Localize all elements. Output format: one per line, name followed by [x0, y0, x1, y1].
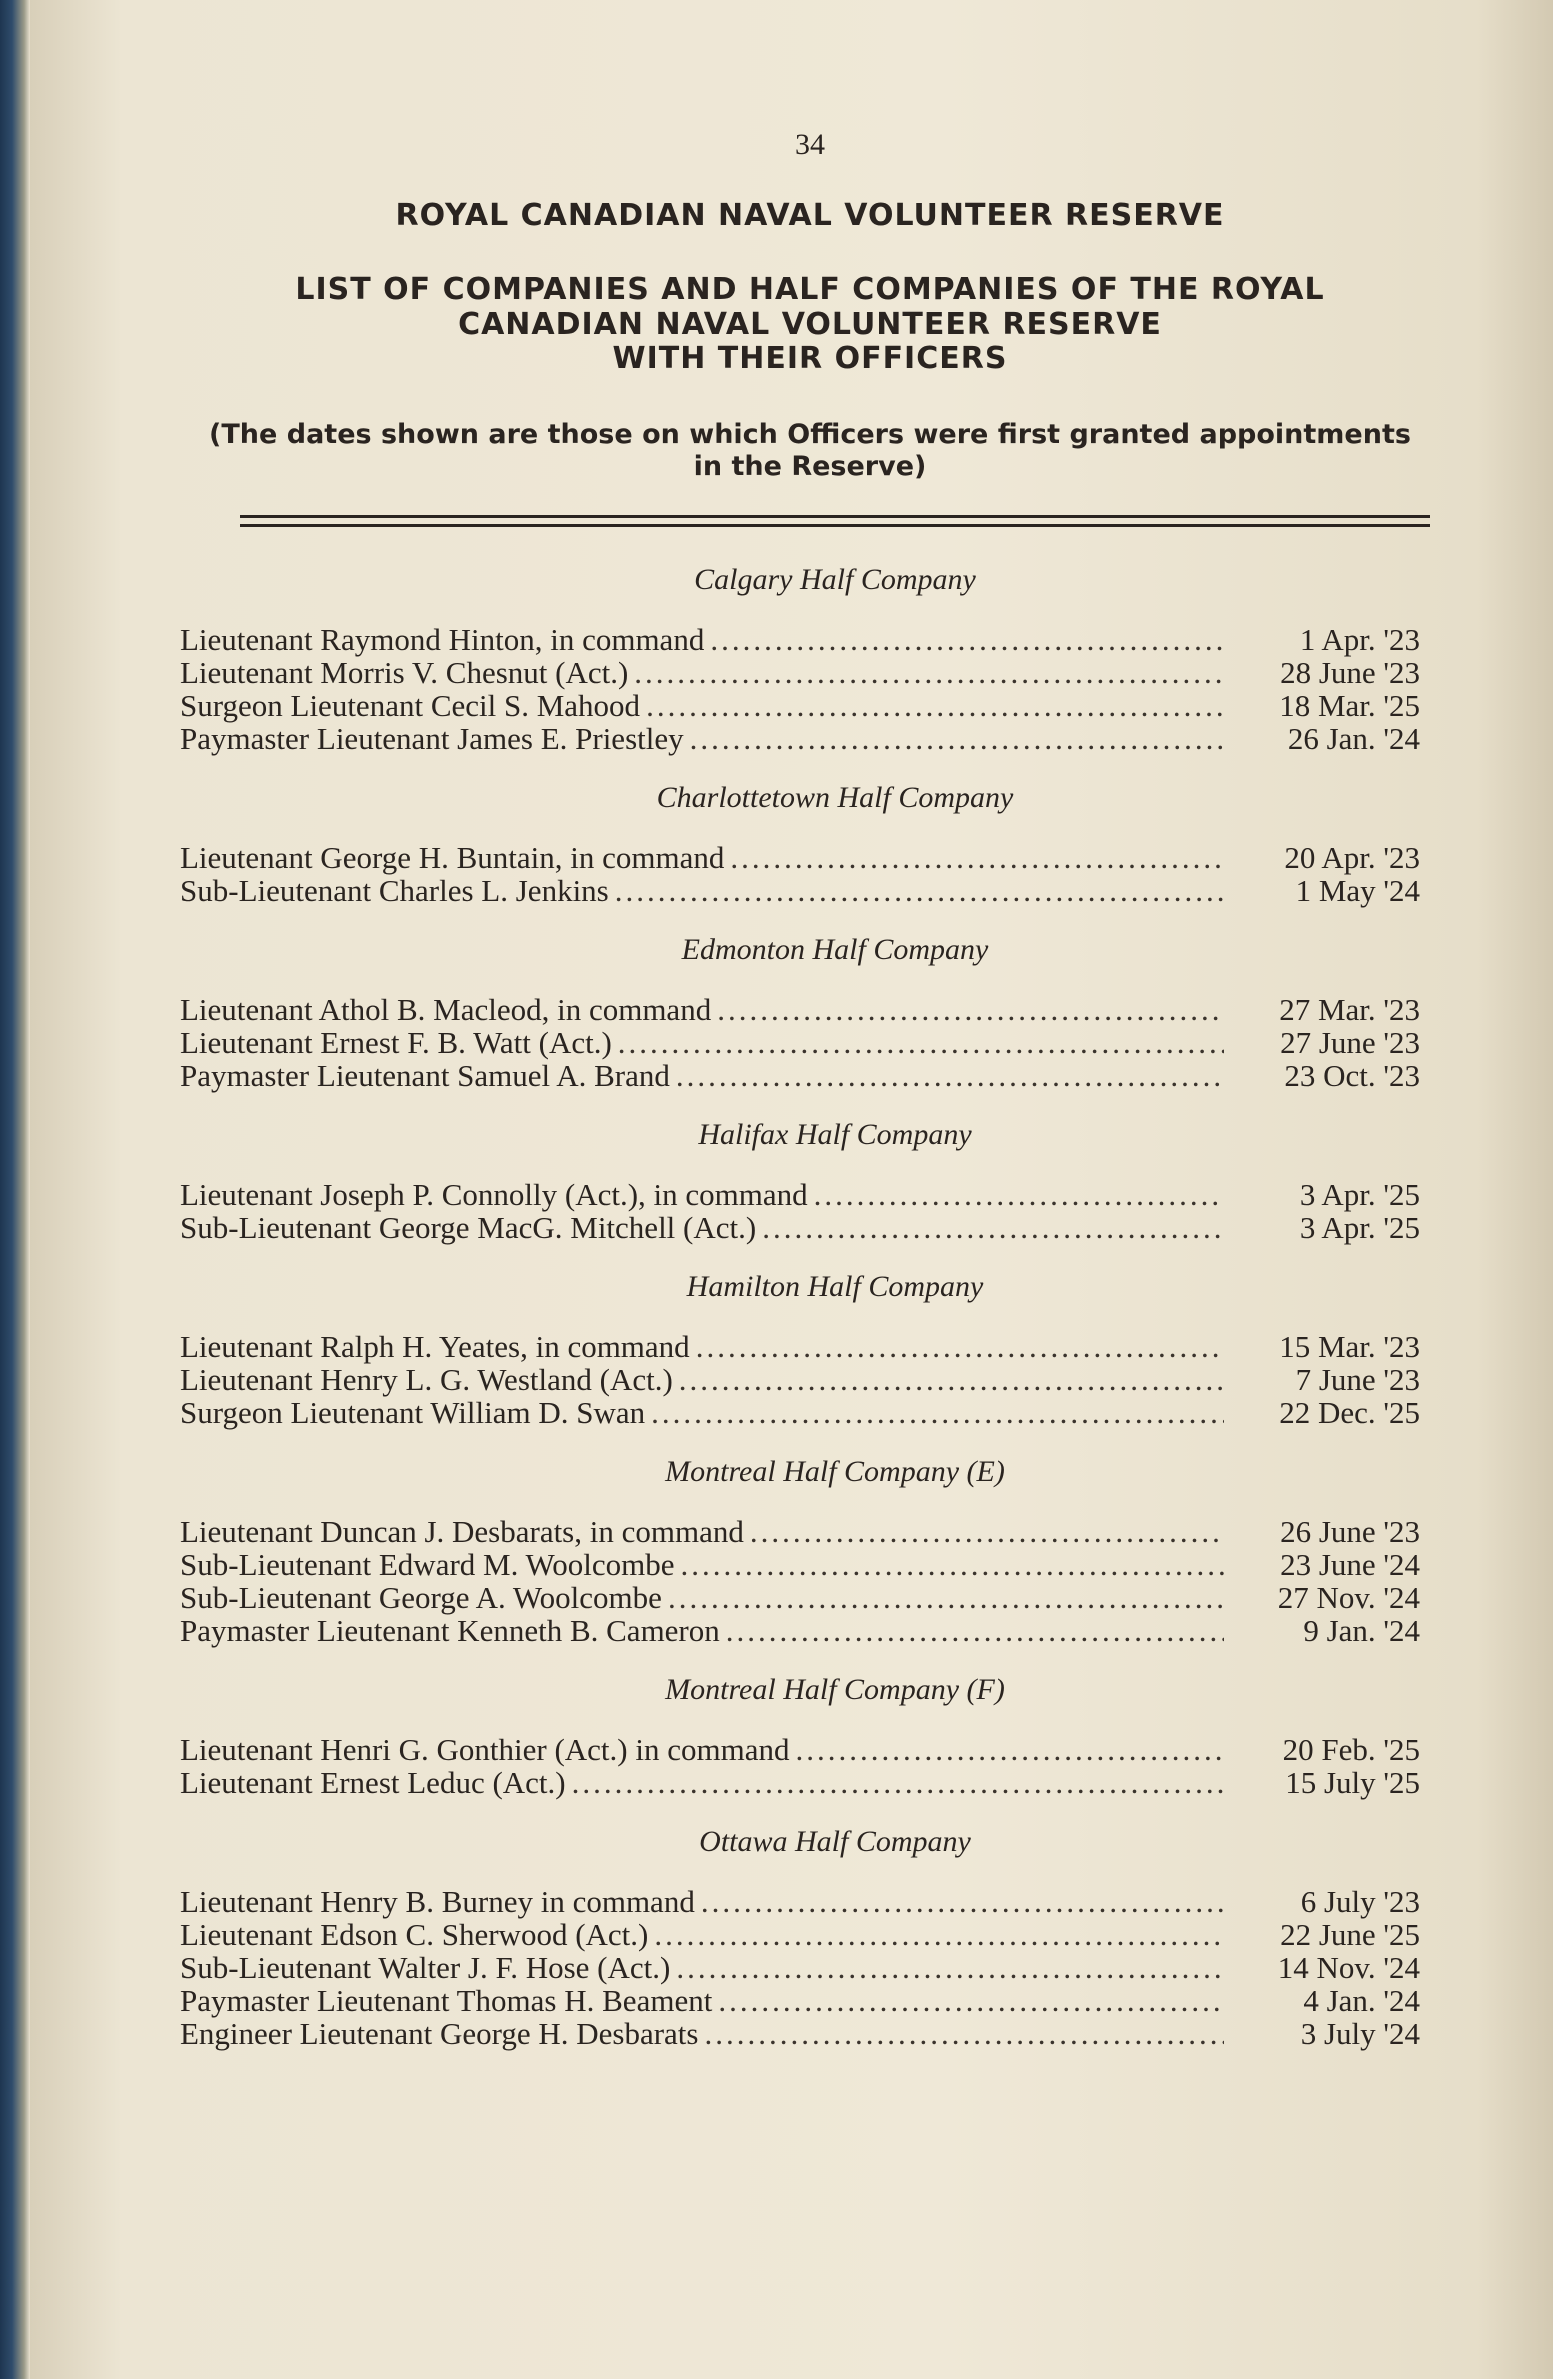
company-title: Edmonton Half Company: [681, 933, 989, 967]
appointment-date: 14 Nov. '24: [1277, 1950, 1420, 1986]
officer-name: Paymaster Lieutenant Thomas H. Beament: [180, 1983, 713, 2019]
company-list: [180, 563, 1440, 2050]
officer-name: Sub-Lieutenant Charles L. Jenkins: [180, 873, 609, 909]
note-line: in the Reserve): [693, 450, 927, 482]
dot-leader: [681, 1548, 1224, 1581]
appointment-date: 22 June '25: [1280, 1917, 1420, 1953]
book-spine: [0, 0, 30, 2379]
appointment-date: 26 Jan. '24: [1287, 721, 1420, 757]
dot-leader: [646, 689, 1224, 722]
officer-name: Sub-Lieutenant George MacG. Mitchell (Act.): [180, 1210, 757, 1246]
company-section: [180, 1118, 1440, 1244]
company-section: [180, 1270, 1440, 1429]
dot-leader: [726, 1614, 1224, 1647]
officer-name: Lieutenant Ralph H. Yeates, in command: [180, 1329, 690, 1365]
officer-entry: [180, 1211, 1440, 1244]
dot-leader: [654, 1918, 1224, 1951]
officer-entry: [180, 623, 1440, 656]
officer-name: Lieutenant George H. Buntain, in command: [180, 840, 725, 876]
dates-note: [180, 419, 1440, 484]
appointment-date: 26 June '23: [1280, 1514, 1420, 1550]
company-title: Halifax Half Company: [698, 1118, 972, 1152]
officer-name: Lieutenant Duncan J. Desbarats, in command: [180, 1514, 744, 1550]
dot-leader: [730, 841, 1224, 874]
dot-leader: [718, 1984, 1224, 2017]
company-section: [180, 933, 1440, 1092]
dot-leader: [618, 1026, 1224, 1059]
officer-entry: [180, 993, 1440, 1026]
officer-entry: [180, 2017, 1440, 2050]
officer-name: Lieutenant Ernest F. B. Watt (Act.): [180, 1025, 612, 1061]
subheading-line: LIST OF COMPANIES AND HALF COMPANIES OF THE ROYAL: [295, 272, 1325, 307]
dot-leader: [651, 1396, 1224, 1429]
appointment-date: 20 Feb. '25: [1282, 1732, 1420, 1768]
document-page: [30, 0, 1553, 2379]
company-title: Hamilton Half Company: [686, 1270, 984, 1304]
appointment-date: 28 June '23: [1280, 655, 1420, 691]
appointment-date: 3 Apr. '25: [1299, 1210, 1420, 1246]
dot-leader: [676, 1951, 1224, 1984]
dot-leader: [690, 722, 1224, 755]
officer-name: Sub-Lieutenant Edward M. Woolcombe: [180, 1547, 675, 1583]
officer-name: Lieutenant Edson C. Sherwood (Act.): [180, 1917, 649, 1953]
appointment-date: 9 Jan. '24: [1303, 1613, 1420, 1649]
officer-name: Lieutenant Joseph P. Connolly (Act.), in command: [180, 1177, 808, 1213]
officer-name: Sub-Lieutenant George A. Woolcombe: [180, 1580, 662, 1616]
officer-name: Sub-Lieutenant Walter J. F. Hose (Act.): [180, 1950, 671, 1986]
appointment-date: 27 Nov. '24: [1277, 1580, 1420, 1616]
note-line: (The dates shown are those on which Officers were first granted appointments: [209, 418, 1411, 450]
appointment-date: 1 May '24: [1295, 873, 1420, 909]
officer-name: Paymaster Lieutenant Samuel A. Brand: [180, 1058, 670, 1094]
company-section: [180, 1455, 1440, 1647]
appointment-date: 4 Jan. '24: [1303, 1983, 1420, 2019]
appointment-date: 15 July '25: [1285, 1765, 1420, 1801]
dot-leader: [615, 874, 1224, 907]
dot-leader: [676, 1059, 1224, 1092]
appointment-date: 15 Mar. '23: [1279, 1329, 1420, 1365]
officer-entry: [180, 1178, 1440, 1211]
dot-leader: [762, 1211, 1224, 1244]
officer-entry: [180, 1059, 1440, 1092]
page-content: [180, 128, 1440, 2050]
officer-name: Engineer Lieutenant George H. Desbarats: [180, 2016, 699, 2052]
company-title: Charlottetown Half Company: [656, 781, 1014, 815]
dot-leader: [704, 2017, 1224, 2050]
dot-leader: [679, 1363, 1224, 1396]
subheading-line: WITH THEIR OFFICERS: [612, 341, 1008, 376]
appointment-date: 27 June '23: [1280, 1025, 1420, 1061]
officer-name: Lieutenant Ernest Leduc (Act.): [180, 1765, 566, 1801]
officer-entry: [180, 841, 1440, 874]
officer-entry: [180, 722, 1440, 755]
double-rule-divider: [240, 515, 1430, 527]
officer-entry: [180, 1951, 1440, 1984]
company-title: Ottawa Half Company: [699, 1825, 971, 1859]
officer-name: Lieutenant Raymond Hinton, in command: [180, 622, 705, 658]
officer-entry: [180, 1026, 1440, 1059]
main-heading: ROYAL CANADIAN NAVAL VOLUNTEER RESERVE: [395, 198, 1225, 233]
dot-leader: [634, 656, 1224, 689]
officer-entry: [180, 656, 1440, 689]
officer-name: Lieutenant Henry B. Burney in command: [180, 1884, 695, 1920]
company-title: Calgary Half Company: [694, 563, 976, 597]
officer-name: Lieutenant Morris V. Chesnut (Act.): [180, 655, 629, 691]
page-number: 34: [795, 128, 825, 161]
appointment-date: 7 June '23: [1295, 1362, 1420, 1398]
appointment-date: 22 Dec. '25: [1279, 1395, 1420, 1431]
officer-entry: [180, 1330, 1440, 1363]
officer-entry: [180, 1363, 1440, 1396]
officer-name: Lieutenant Athol B. Macleod, in command: [180, 992, 712, 1028]
subheading: [180, 273, 1440, 377]
officer-entry: [180, 1614, 1440, 1647]
officer-entry: [180, 874, 1440, 907]
officer-name: Surgeon Lieutenant William D. Swan: [180, 1395, 646, 1431]
company-title: Montreal Half Company (E): [665, 1455, 1005, 1489]
appointment-date: 3 July '24: [1300, 2016, 1420, 2052]
officer-entry: [180, 1733, 1440, 1766]
appointment-date: 27 Mar. '23: [1279, 992, 1420, 1028]
company-title: Montreal Half Company (F): [665, 1673, 1005, 1707]
officer-entry: [180, 1581, 1440, 1614]
appointment-date: 6 July '23: [1300, 1884, 1420, 1920]
dot-leader: [795, 1733, 1224, 1766]
dot-leader: [668, 1581, 1224, 1614]
appointment-date: 3 Apr. '25: [1299, 1177, 1420, 1213]
officer-entry: [180, 1548, 1440, 1581]
appointment-date: 1 Apr. '23: [1299, 622, 1420, 658]
officer-entry: [180, 1396, 1440, 1429]
company-section: [180, 1673, 1440, 1799]
company-section: [180, 563, 1440, 755]
appointment-date: 23 June '24: [1280, 1547, 1420, 1583]
officer-entry: [180, 1766, 1440, 1799]
dot-leader: [750, 1515, 1224, 1548]
dot-leader: [710, 623, 1224, 656]
officer-entry: [180, 1984, 1440, 2017]
officer-entry: [180, 1885, 1440, 1918]
dot-leader: [717, 993, 1224, 1026]
subheading-line: CANADIAN NAVAL VOLUNTEER RESERVE: [458, 306, 1162, 342]
officer-name: Lieutenant Henry L. G. Westland (Act.): [180, 1362, 673, 1398]
dot-leader: [701, 1885, 1224, 1918]
officer-entry: [180, 1515, 1440, 1548]
officer-name: Paymaster Lieutenant Kenneth B. Cameron: [180, 1613, 720, 1649]
dot-leader: [696, 1330, 1224, 1363]
appointment-date: 20 Apr. '23: [1284, 840, 1420, 876]
dot-leader: [572, 1766, 1224, 1799]
officer-name: Surgeon Lieutenant Cecil S. Mahood: [180, 688, 641, 724]
officer-entry: [180, 689, 1440, 722]
appointment-date: 18 Mar. '25: [1279, 688, 1420, 724]
appointment-date: 23 Oct. '23: [1284, 1058, 1420, 1094]
company-section: [180, 1825, 1440, 2050]
dot-leader: [814, 1178, 1224, 1211]
officer-name: Paymaster Lieutenant James E. Priestley: [180, 721, 684, 757]
officer-name: Lieutenant Henri G. Gonthier (Act.) in command: [180, 1732, 790, 1768]
officer-entry: [180, 1918, 1440, 1951]
company-section: [180, 781, 1440, 907]
